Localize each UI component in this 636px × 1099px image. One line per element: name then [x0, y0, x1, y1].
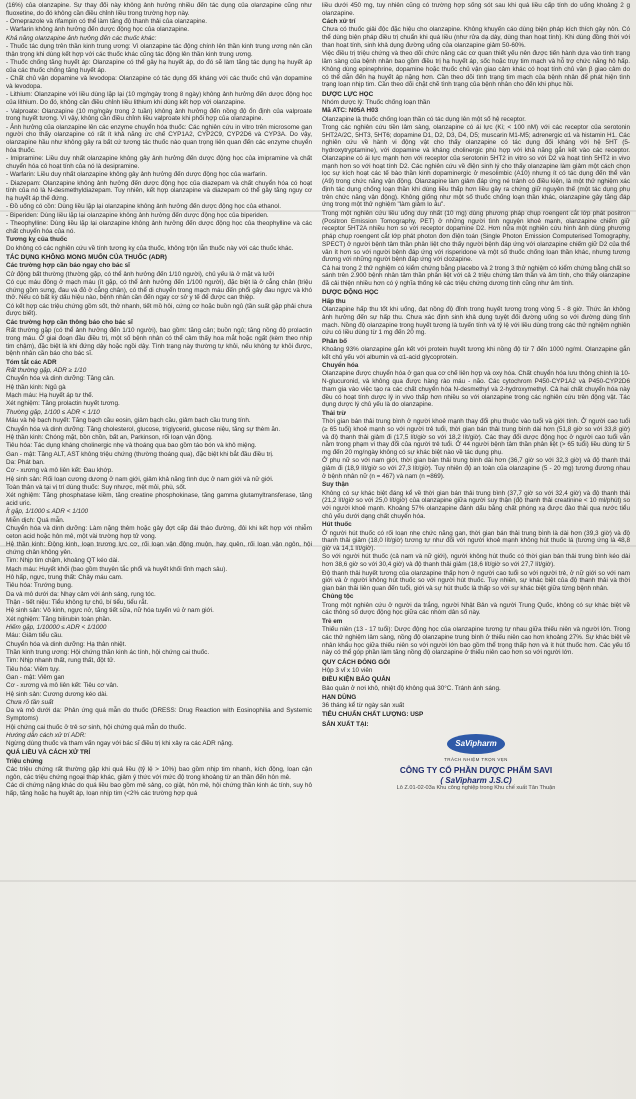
- paragraph: Cơ - xương và mô liên kết: Đau khớp.: [6, 467, 113, 475]
- paragraph: Cơ - xương và mô liên kết: Tiêu cơ vân.: [6, 682, 119, 690]
- company-address: Lô Z.01-02-03a Khu công nghiệp trong Khu chế xuất Tân Thuận: [396, 785, 556, 792]
- section-heading: DƯỢC LỰC HỌC: [322, 90, 374, 98]
- paragraph: - Thuốc chống tăng huyết áp: Olanzapine có thể gây hạ huyết áp, do đó sẽ làm tăng tác dụng hạ huyết áp của các thuốc chống tăng huyết áp.: [6, 59, 312, 74]
- paragraph: (16%) của olanzapine. Sự thay đổi này không ảnh hưởng nhiều đến tác dụng của olanzapine cũng như fluoxetine, do đó không cần điều chỉnh liều trong trường hợp này.: [6, 2, 312, 17]
- paragraph: - Chất chủ vận dopamine và levodopa: Olanzapine có tác dụng đối kháng với các thuốc chủ vận dopamine và levodopa.: [6, 75, 312, 91]
- paragraph: Olanzapine hấp thu tốt khi uống, đạt nồng độ đỉnh trong huyết tương trong vòng 5 - 8 giờ. Thức ăn không ảnh hưởng đến sự hấp thu. Chưa xác định sinh khả dụng tuyệt đối đường uống so với đường dùng tĩnh mạch. Nồng độ olanzapine trong huyết tương là tuyến tính và tỷ lệ với liều dùng trong các thử nghiệm nghiên cứu có liều dùng từ 1 mg đến 20 mg.: [322, 306, 630, 337]
- italic-heading: Thường gặp, 1/100 ≤ ADR < 1/10: [6, 408, 100, 416]
- subsection-heading: Hấp thu: [322, 297, 346, 305]
- paragraph: Thận - tiết niệu: Tiểu không tự chủ, bí tiểu, tiểu rắt.: [6, 598, 149, 606]
- paragraph: - Imipramine: Liều duy nhất olanzapine không gây ảnh hưởng đến dược động học của imipramine và chất chuyển hóa có hoạt tính của nó là desipramine.: [6, 155, 312, 170]
- paragraph: Hội chứng cai thuốc ở trẻ sơ sinh, hội chứng quá mẫn do thuốc.: [6, 723, 187, 731]
- paragraph: Xét nghiệm: Tăng prolactin huyết tương.: [6, 400, 120, 408]
- subsection-heading: Triệu chứng: [6, 757, 43, 765]
- paragraph: Trong các nghiên cứu tiền lâm sàng, olanzapine có ái lực (Ki; < 100 nM) với các receptor của serotonin 5HT2A/2C, 5HT3, 5HT6; dopamine D1, D2, D3, D4, D5; muscarin M1-M5; adrenergic α1 và histamin H1. Các nghiên cứu về hành vi động vật cho thấy olanzapine có tác dụng đối kháng với hệ 5HT (5-hydroxytryptamine), với dopamine và kháng cholinergic phù hợp với khả năng gắn kết vào các receptor. Olanzapine có ái lực mạnh hơn với receptor của serotonin 5HT2 in vitro so với D2 và hoạt tính 5HT2 in vivo mạnh hơn so với hoạt tính D2. Các nghiên cứu về điện sinh lý cho thấy olanzapine làm giảm một cách chọn lọc sự kích hoạt các tế bào thần kinh dopaminergic ở mesolimbic (A10) nhưng ít có tác dụng đến thể vân (A9) trong chức năng vận động. Olanzapine làm giảm đáp ứng né tránh có điều kiện, là một thử nghiệm xác định tác dụng chống loạn thần khi dùng liều thấp hơn liều gây ra chứng giữ nguyên thế (một tác dụng phụ trên chức năng vận động). Không giống như một số thuốc chống loạn thần khác, olanzapine gây tăng đáp ứng trong một thử nghiệm "làm giảm lo âu".: [322, 123, 630, 209]
- paragraph: Hệ sinh sản: Cương dương kéo dài.: [6, 690, 108, 698]
- paragraph: Da và mô dưới da: Phản ứng quá mẫn do thuốc (DRESS: Drug Reaction with Eosinophilia and Systemic Symptoms): [6, 707, 312, 723]
- section-heading: ĐIỀU KIỆN BẢO QUẢN: [322, 676, 391, 684]
- paragraph: Cả hai trong 2 thử nghiệm có kiểm chứng bằng placebo và 2 trong 3 thử nghiệm có kiểm chứng bằng chất so sánh trên 2.900 bệnh nhân tâm thần phân liệt với cả 2 triệu chứng tâm thần và âm tính, cho thấy olanzapine đã cải thiện nhiều hơn có ý nghĩa thống kê các triệu chứng dương tính cũng như âm tính.: [322, 264, 630, 288]
- paragraph: - Ảnh hưởng của olanzapine lên các enzyme chuyển hóa thuốc: Các nghiên cứu in vitro trên microsome gan người cho thấy olanzapine có rất ít khả năng ức chế CYP1A2, CYP2C9, CYP2D6 và CYP3A. Do vậy, olanzapine hầu như không gây ra bất cứ tương tác thuốc nào quan trọng liên quan đến các enzyme chuyển hóa thuốc.: [6, 123, 312, 154]
- italic-heading: Chưa rõ tần suất: [6, 699, 54, 707]
- italic-heading: Rất thường gặp, ADR ≥ 1/10: [6, 367, 87, 375]
- logo-tagline: TRÁCH NHIỆM TRỌN VẸN: [444, 757, 508, 763]
- paragraph: liều dưới 450 mg, tuy nhiên cũng có trường hợp sống sót sau khi quá liều cấp tính do uống khoảng 2 g olanzapine.: [322, 2, 630, 17]
- paragraph: Các triệu chứng rất thường gặp khi quá liều (tỷ lệ > 10%) bao gồm nhịp tim nhanh, kích động, loạn cận ngôn, các triệu chứng ngoại tháp khác, giảm ý thức với mức độ trong khoảng từ an thần đến hôn mê.: [6, 766, 312, 781]
- paragraph: Có kết hợp các triệu chứng gồm sốt, thở nhanh, tiết mồ hôi, cứng cơ hoặc buồn ngủ (tần suất gặp phải chưa được biết).: [6, 302, 312, 318]
- section-heading: HẠN DÙNG: [322, 693, 357, 701]
- paragraph: - Theophylline: Dùng liều lặp lại olanzapine không ảnh hưởng đến dược động học của theophylline và các chất chuyển hóa của nó.: [6, 220, 312, 235]
- italic-heading: Hướng dẫn cách xử trí ADR:: [6, 731, 87, 739]
- paragraph: Tiêu hóa: Viêm tụy.: [6, 665, 60, 673]
- company-short-name: ( SaVipharm J.S.C): [440, 776, 512, 786]
- paragraph: Hô hấp, ngực, trung thất: Chảy máu cam.: [6, 573, 123, 581]
- paragraph: Gan - mật: Tăng ALT, AST không triệu chứng (thường thoáng qua), đặc biệt khi bắt đầu điều trị.: [6, 450, 274, 458]
- paragraph: Không có sự khác biệt đáng kể về thời gian bán thải trung bình (37,7 giờ so với 32,4 giờ) và độ thanh thải (21,2 lít/giờ so với 25,0 lít/giờ) của olanzapine giữa người suy thận (độ thanh thải creatinine < 10 ml/phút) so với người khoẻ mạnh. Khoảng 57% olanzapine đánh dấu bằng chất phóng xạ được đào thải qua nước tiểu chủ yếu dưới dạng chất chuyển hóa.: [322, 489, 630, 520]
- paragraph: Bảo quản ở nơi khô, nhiệt độ không quá 30°C. Tránh ánh sáng.: [322, 684, 501, 692]
- paragraph: Tim: Nhịp tim chậm, khoảng QT kéo dài.: [6, 557, 120, 565]
- paragraph: - Lithium: Olanzapine với liều dùng lặp lại (10 mg/ngày trong 8 ngày) không ảnh hưởng đến dược động học của lithium. Do đó, không cần điều chỉnh liều lithium khi dùng kết hợp với olanzapine.: [6, 91, 312, 107]
- subsection-heading: Trẻ em: [322, 617, 343, 625]
- paragraph: 36 tháng kể từ ngày sản xuất: [322, 702, 405, 710]
- paragraph: Chuyển hóa và dinh dưỡng: Tăng cân.: [6, 375, 115, 383]
- paragraph: Hệ sinh sản: Vô kinh, ngực nở, tăng tiết sữa, nữ hóa tuyến vú ở nam giới.: [6, 607, 214, 615]
- paragraph: Máu: Giảm tiểu cầu.: [6, 632, 63, 640]
- paragraph: Cử động bất thường (thường gặp, có thể ảnh hưởng đến 1/10 người), chủ yếu là ở mặt và lưỡi: [6, 270, 275, 278]
- paragraph: Trong một nghiên cứu ở người da trắng, người Nhật Bản và người Trung Quốc, không có sự khác biệt về các thông số dược động học giữa các nhóm dân số này.: [322, 601, 630, 617]
- paragraph: Da: Phát ban.: [6, 458, 45, 466]
- italic-heading: Ít gặp, 1/1000 ≤ ADR < 1/100: [6, 508, 89, 516]
- paragraph: - Diazepam: Olanzapine không ảnh hưởng đến dược động học của diazepam và chất chuyển hóa có hoạt tính của nó là N-desmethyldiazepam. Tuy nhiên, kết hợp olanzapine và diazepam có thể gây tăng nguy cơ hạ huyết áp thế đứng.: [6, 179, 312, 203]
- subsection-heading: Chủng tộc: [322, 593, 354, 601]
- paragraph: - Đồ uống có cồn: Dùng liều lặp lại olanzapine không ảnh hưởng đến dược động học của ethanol.: [6, 203, 281, 211]
- paragraph: Rất thường gặp (có thể ảnh hưởng đến 1/10 người), bao gồm: tăng cân; buồn ngủ; tăng nồng độ prolactin trong máu. Ở giai đoạn đầu điều trị, một số bệnh nhân có thể cảm thấy hoa mắt hoặc ngất (kèm theo nhịp tim chậm), đặc biệt là khi đứng dậy hoặc ngồi dậy. Tình trạng này thường tự khỏi, nếu không tự khỏi được, bệnh nhân cần báo cho bác sĩ.: [6, 327, 312, 358]
- paragraph: Máu và hệ bạch huyết: Tăng bạch cầu eosin, giảm bạch cầu, giảm bạch cầu trung tính.: [6, 417, 251, 425]
- right-column: [322, 2, 630, 1097]
- paragraph: Thần kinh trung ương: Hội chứng thần kinh ác tính, hội chứng cai thuốc.: [6, 649, 210, 656]
- paragraph: - Thuốc tác dụng trên thần kinh trung ương: Vì olanzapine tác động chính lên thần kinh trung ương nên cần thận trọng khi dùng kết hợp với các thuốc khác cũng tác động lên thần kinh trung ương.: [6, 43, 312, 58]
- subsection-heading: Mã ATC: N05A H03: [322, 107, 379, 115]
- subsection-heading: Các trường hợp cần báo ngay cho bác sĩ: [6, 262, 130, 270]
- paragraph: Ngừng dùng thuốc và tham vấn ngay với bác sĩ điều trị khi xảy ra các ADR nặng.: [6, 740, 234, 748]
- manufacturer-block: [322, 734, 630, 793]
- paragraph: Các di chứng nặng khác do quá liều bao gồm mê sảng, co giật, hôn mê, hội chứng thần kinh ác tính, suy hô hấp, tăng hoặc hạ huyết áp, loạn nhịp tim (<2% các trường hợp quá: [6, 782, 312, 797]
- paragraph: Khoảng 93% olanzapine gắn kết với protein huyết tương khi nồng độ từ 7 đến 1000 ng/ml. Olanzapine gắn kết chủ yếu với albumin và α1-acid glycoprotein.: [322, 345, 630, 361]
- paragraph: Hệ thần kinh: Động kinh, loạn trương lực cơ, rối loạn vận động muộn, hay quên, rối loạn vận ngôn, hội chứng chân không yên.: [6, 541, 312, 556]
- italic-heading: Khả năng olanzapine ảnh hưởng đến các thuốc khác:: [6, 34, 157, 42]
- paragraph: Mạch máu: Huyết khối (bao gồm thuyên tắc phổi và huyết khối tĩnh mạch sâu).: [6, 565, 228, 573]
- section-heading: QUÁ LIỀU VÀ CÁCH XỬ TRÍ: [6, 749, 91, 757]
- subsection-heading: Tương kỵ của thuốc: [6, 236, 68, 244]
- paragraph: Trong một nghiên cứu liều uống duy nhất (10 mg) dùng phương pháp chụp roengent cắt lớp phát positron (Positron Emission Tomography, PET) ở những người tình nguyện khoẻ mạnh, olanzapine chiếm giữ receptor 5HT2A nhiều hơn so với receptor dopamine D2. Hơn nữa một nghiên cứu hình ảnh dùng phương pháp chụp roengent cắt lớp phát photon đơn điện toán (Single Photon Emission Computerised Tomography, SPECT) ở người bệnh tâm thần phân liệt cho thấy người bệnh đáp ứng với olanzapine chiếm giữ D2 của thể vân ít hơn so với người bệnh đáp ứng với risperidone và một số thuốc chống loạn thần khác, nhưng tương đương với những người bệnh đáp ứng với clozapine.: [322, 209, 630, 264]
- subsection-heading: Suy thận: [322, 481, 349, 489]
- paragraph: - Omeprazole và rifampin có thể làm tăng độ thanh thải của olanzapine.: [6, 18, 208, 26]
- paragraph: - Valproate: Olanzapine (10 mg/ngày trong 2 tuần) không ảnh hưởng đến nồng độ ổn định của valproate trong huyết tương. Vì vậy, không cần điều chỉnh liều valproate khi phối hợp của olanzapine.: [6, 107, 312, 123]
- paragraph: Do không có các nghiên cứu về tính tương kỵ của thuốc, không trộn lẫn thuốc này với các thuốc khác.: [6, 244, 294, 252]
- paragraph: Tim: Nhịp nhanh thất, rung thất, đột tử.: [6, 657, 116, 665]
- paragraph: - Warfarin: Liều duy nhất olanzapine không gây ảnh hưởng đến dược động học của warfarin.: [6, 171, 267, 179]
- paragraph: Toàn thân và tại vị trí dùng thuốc: Suy nhược, mệt mỏi, phù, sốt.: [6, 483, 187, 491]
- right-column-body: [322, 2, 630, 728]
- section-heading: SẢN XUẤT TẠI:: [322, 720, 369, 728]
- paragraph: Hộp 3 vỉ x 10 viên: [322, 666, 373, 674]
- paragraph: Thiếu niên (13 - 17 tuổi): Dược động học của olanzapine tương tự nhau giữa thiếu niên và người lớn. Trong các thử nghiệm lâm sàng, nồng độ olanzapine trung bình ở thiếu niên cao hơn khoảng 27%. Sự khác biệt về nhân khẩu học giữa thiếu niên so với người lớn bao gồm thể trọng thấp hơn và ít hút thuốc hơn. Các yếu tố này có thể góp phần làm tăng nồng độ olanzapine ở thiếu niên cao hơn so với người lớn.: [322, 626, 630, 657]
- paragraph: Miễn dịch: Quá mẫn.: [6, 516, 65, 524]
- italic-heading: Hiếm gặp, 1/10000 ≤ ADR < 1/1000: [6, 623, 107, 631]
- left-column: [6, 2, 312, 1097]
- paragraph: Hệ thần kinh: Ngủ gà: [6, 383, 66, 391]
- paragraph: Chưa có thuốc giải độc đặc hiệu cho olanzapine. Không khuyến cáo dùng biện pháp kích thích gây nôn. Có thể dùng biện pháp điều trị chuẩn khi quá liều (như rửa dạ dày, dùng than hoạt tính). Khi dùng đồng thời với than hoạt tính, sinh khả dụng đường uống của olanzapine giảm 50-60%.: [322, 26, 630, 49]
- paragraph: - Biperiden: Dùng liều lặp lại olanzapine không ảnh hưởng đến dược động học của biperiden.: [6, 211, 269, 219]
- paragraph: So với người hút thuốc (cả nam và nữ giới), người không hút thuốc có thời gian bán thải trung bình kéo dài hơn 38,6 giờ so với 30,4 giờ) và độ thanh thải giảm (18,6 lít/giờ so với 27,7 lít/giờ).: [322, 553, 630, 569]
- paragraph: - Warfarin không ảnh hưởng đến dược động học của olanzapine.: [6, 26, 190, 34]
- section-heading: DƯỢC ĐỘNG HỌC: [322, 289, 379, 297]
- paragraph: Xét nghiệm: Tăng phosphatase kiềm, tăng creatine phosphokinase, tăng gamma glutamyltransferase, tăng acid uric.: [6, 492, 312, 507]
- subsection-heading: Thải trừ: [322, 409, 346, 417]
- paragraph: Xét nghiệm: Tăng bilirubin toàn phần.: [6, 615, 112, 623]
- subsection-heading: Hút thuốc: [322, 521, 352, 529]
- paragraph: Nhóm dược lý: Thuốc chống loạn thần: [322, 98, 431, 106]
- paragraph: Độ thanh thải huyết tương của olanzapine thấp hơn ở người cao tuổi so với người trẻ, ở nữ giới so với nam giới và ở người không hút thuốc so với người hút thuốc. Tuy nhiên, sự khác biệt của độ thanh thải và thời gian bán thải liên quan đến tuổi, giới và sự hút thuốc là thấp so với sự khác biệt giữa từng bệnh nhân.: [322, 569, 630, 592]
- paragraph: Tiêu hóa: Trướng bụng.: [6, 582, 73, 590]
- paragraph: Chuyển hóa và dinh dưỡng: Làm nặng thêm hoặc gây đợt cấp đái tháo đường, đôi khi kết hợp với nhiễm ceton acid hoặc hôn mê, một vài trường hợp tử vong.: [6, 525, 312, 540]
- paragraph: Olanzapine là thuốc chống loạn thần có tác dụng lên một số hệ receptor.: [322, 115, 526, 123]
- paragraph: Ở người hút thuốc có rối loạn nhẹ chức năng gan, thời gian bán thải trung bình là dài hơn (39,3 giờ) và độ thanh thải giảm (18,0 lít/giờ) tương tự như đối với người khoẻ mạnh không hút thuốc lá (tương ứng là 48,8 giờ và 14,1 lít/giờ).: [322, 529, 630, 553]
- paragraph: Gan - mật: Viêm gan: [6, 674, 65, 682]
- section-heading: TIÊU CHUẨN CHẤT LƯỢNG: USP: [322, 711, 424, 719]
- section-heading: TÁC DỤNG KHÔNG MONG MUỐN CỦA THUỐC (ADR): [6, 253, 167, 261]
- section-heading: QUY CÁCH ĐÓNG GÓI: [322, 658, 390, 666]
- paragraph: Ở phụ nữ so với nam giới, thời gian bán thải trung bình dài hơn (36,7 giờ so với 32,3 giờ) và độ thanh thải giảm đi (18,9 lít/giờ so với 27,3 lít/giờ). Tuy nhiên độ an toàn của olanzapine (5 - 20 mg) tương đương nhau ở bệnh nhân nữ (n = 467) và nam (n =869).: [322, 457, 630, 480]
- paragraph: Thời gian bán thải trung bình ở người khoẻ mạnh thay đổi phụ thuộc vào tuổi và giới tính. Ở người cao tuổi (≥ 65 tuổi) khoẻ mạnh so với người trẻ tuổi, thời gian bán thải trung bình dài hơn (51,8 giờ so với 33,8 giờ) và độ thanh thải giảm đi (17,5 lít/giờ so với 18,2 lít/giờ). Các thay đổi dược động học ở người cao tuổi vẫn nằm trong phạm vi thay đổi của người trẻ tuổi. Ở 44 người bệnh tâm thần phân liệt (> 65 tuổi) liều dùng từ 5 mg đến 20 mg/ngày không có sự khác biệt nào về tác dụng phụ.: [322, 418, 630, 457]
- paragraph: Hệ thần kinh: Chóng mặt, bồn chồn, bất an, Parkinson, rối loạn vận động.: [6, 433, 213, 441]
- paragraph: Mạch máu: Hạ huyết áp tư thế.: [6, 392, 94, 400]
- paragraph: Olanzapine được chuyển hóa ở gan qua cơ chế liên hợp và oxy hóa. Chất chuyển hóa lưu thông chính là 10-N-glucuronid, và không qua được hàng rào máu - não. Các cytochrom P450-CYP1A2 và P450-CYP2D6 tham gia vào việc tạo ra các chất chuyển hóa N-desmethyl và 2-hydroxymethyl. Cả hai chất chuyển hóa này đều có hoạt tính dược lý in vivo thấp hơn nhiều so với olanzapine trong các nghiên cứu trên động vật. Tác dụng dược lý chủ yếu là do olanzapine.: [322, 370, 630, 409]
- subsection-heading: Các trường hợp cần thông báo cho bác sĩ: [6, 318, 133, 326]
- company-name: CÔNG TY CỔ PHẦN DƯỢC PHẨM SAVI: [399, 766, 553, 776]
- paragraph: Hệ sinh sản: Rối loạn cương dương ở nam giới, giảm khả năng tình dục ở nam giới và nữ giới.: [6, 475, 274, 483]
- paragraph: Tiêu hóa: Tác dụng kháng cholinergic nhẹ và thoáng qua bao gồm táo bón và khô miệng.: [6, 442, 257, 450]
- subsection-heading: Phân bố: [322, 337, 348, 345]
- subsection-heading: Cách xử trí: [322, 18, 356, 26]
- subsection-heading: Chuyển hóa: [322, 362, 359, 370]
- paragraph: Chuyển hóa và dinh dưỡng: Tăng cholesterol, glucose, triglycerid, glucose niệu, tăng sự thèm ăn.: [6, 425, 281, 433]
- paragraph: Có cục máu đông ở mạch máu (ít gặp, có thể ảnh hưởng đến 1/100 người), đặc biệt là ở cẳng chân (triệu chứng gồm sưng, đau và đỏ ở cẳng chân), có thể di chuyển trong mạch máu đến phổi gây đau ngực và khó thở. Nếu có bất kỳ dấu hiệu nào, bệnh nhân cần đến ngay cơ sở y tế để được can thiệp.: [6, 278, 312, 302]
- paragraph: Da và mô dưới da: Nhạy cảm với ánh sáng, rụng tóc.: [6, 590, 156, 598]
- paragraph: Chuyển hóa và dinh dưỡng: Hạ thân nhiệt.: [6, 640, 127, 648]
- savipharm-logo: SaVipharm: [447, 734, 505, 754]
- subsection-heading: Tóm tắt các ADR: [6, 358, 57, 366]
- paragraph: Việc điều trị triệu chứng và theo dõi chức năng các cơ quan thiết yếu nên được tiến hành dựa vào tình trạng lâm sàng của bệnh nhân bao gồm điều trị hạ huyết áp, sốc hoặc trụy tim mạch và hỗ trợ chức năng hô hấp. Không dùng epinephrine, dopamine hoặc thuốc chủ vận giao cảm khác có hoạt tính chủ vận β giao cảm do có thể dẫn đến hạ huyết áp nặng hơn. Cần theo dõi tình trạng tim mạch của bệnh nhân để phát hiện tình trạng loạn nhịp tim. Cần theo dõi chặt chẽ tình trạng của bệnh nhân cho đến khi phục hồi.: [322, 50, 630, 89]
